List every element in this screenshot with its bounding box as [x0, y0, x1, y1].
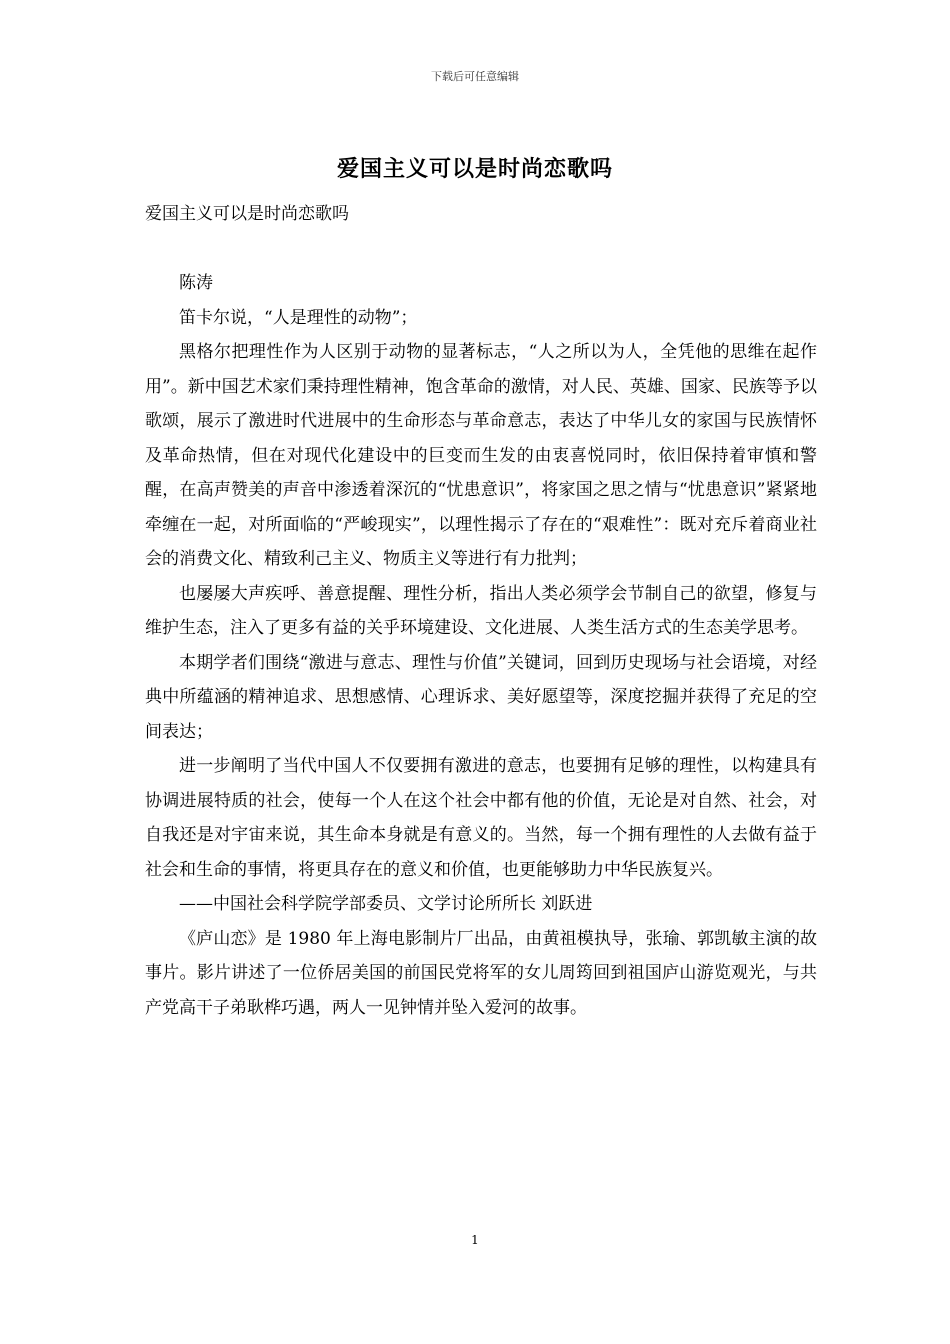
document-subtitle: 爱国主义可以是时尚恋歌吗: [145, 204, 349, 224]
author-line: 陈涛: [179, 273, 213, 293]
quote-attribution: ——中国社会科学院学部委员、文学讨论所所长 刘跃进: [179, 894, 593, 914]
page-number: 1: [471, 1233, 479, 1247]
paragraph: 也屡屡大声疾呼、善意提醒、理性分析，指出人类必须学会节制自己的欲望，修复与维护生态，注入了更多有益的关乎环境建设、文化进展、人类生活方式的生态美学思考。: [145, 583, 817, 638]
paragraph: 本期学者们围绕“激进与意志、理性与价值”关键词，回到历史现场与社会语境，对经典中所蕴涵的精神追求、思想感情、心理诉求、美好愿望等，深度挖掘并获得了充足的空间表达；: [145, 652, 817, 742]
document-title: 爱国主义可以是时尚恋歌吗: [336, 156, 613, 182]
header-note: 下载后可任意编辑: [431, 70, 519, 83]
paragraph: 笛卡尔说，“人是理性的动物”；: [179, 307, 418, 328]
paragraph: 《庐山恋》是 1980 年上海电影制片厂出品，由黄祖模执导，张瑜、郭凯敏主演的故事片。影片讲述了一位侨居美国的前国民党将军的女儿周筠回到祖国庐山游览观光，与共产党高干子弟耿桦巧遇，两人一见钟情并坠入爱河的故事。: [145, 928, 817, 1018]
paragraph: 黑格尔把理性作为人区别于动物的显著标志，“人之所以为人，全凭他的思维在起作用”。新中国艺术家们秉持理性精神，饱含革命的激情，对人民、英雄、国家、民族等予以歌颂，展示了激进时代进展中的生命形态与革命意志，表达了中华儿女的家国与民族情怀及革命热情，但在对现代化建设中的巨变而生发的由衷喜悦同时，依旧保持着审慎和警醒，在高声赞美的声音中渗透着深沉的“忧患意识”，将家国之思之情与“忧患意识”紧紧地牵缠在一起，对所面临的“严峻现实”，以理性揭示了存在的“艰难性”：既对充斥着商业社会的消费文化、精致利己主义、物质主义等进行有力批判；: [145, 342, 817, 569]
document-body: [145, 197, 817, 1025]
paragraph: 进一步阐明了当代中国人不仅要拥有激进的意志，也要拥有足够的理性，以构建具有协调进展特质的社会，使每一个人在这个社会中都有他的价值，无论是对自然、社会，对自我还是对宇宙来说，其生命本身就是有意义的。当然，每一个拥有理性的人去做有益于社会和生命的事情，将更具存在的意义和价值，也更能够助力中华民族复兴。: [145, 756, 817, 880]
